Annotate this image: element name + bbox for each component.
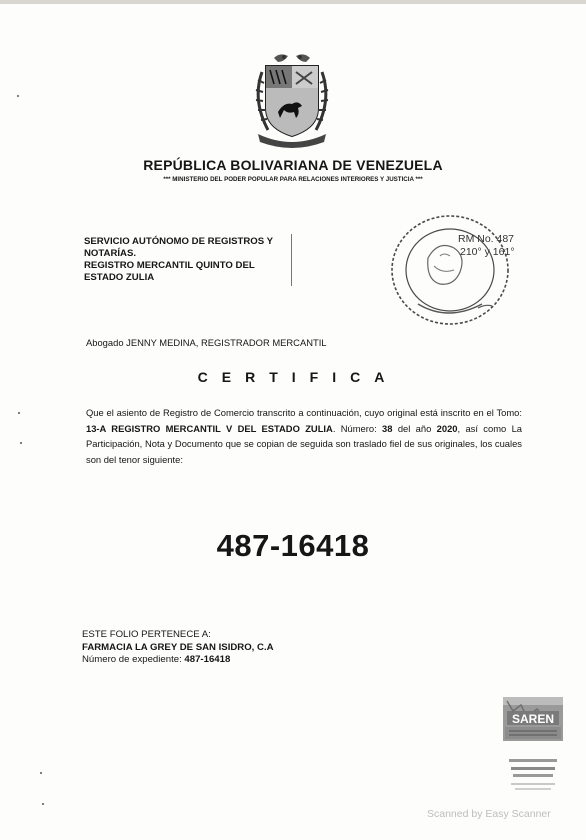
expediente-label: Número de expediente: [82,654,185,665]
folio-footer [82,629,274,667]
expediente-value: 487-16418 [184,654,231,665]
office-block [84,236,284,284]
page-top-edge [0,0,586,4]
office-line: ESTADO ZULIA [84,272,155,283]
scan-speck [20,442,22,444]
office-line: NOTARÍAS. [84,248,137,259]
scan-speck [17,95,19,97]
registrar-line: Abogado JENNY MEDINA, REGISTRADOR MERCANTIL [86,337,327,348]
tomo-value: 13-A REGISTRO MERCANTIL V DEL ESTADO ZULIA [86,422,333,434]
certifica-heading: CERTIFICA [197,369,399,385]
office-line: SERVICIO AUTÓNOMO DE REGISTROS Y [84,236,274,247]
anio-value: 2020 [436,422,458,434]
scan-speck [18,412,20,414]
paragraph-text: , así como La Participación, Nota y Documento que se copian de seguida son traslado fiel de sus originales, los cuales son del tenor siguiente: [86,422,522,465]
company-name: FARMACIA LA GREY DE SAN ISIDRO, C.A [82,641,274,653]
venezuela-coat-of-arms-icon [244,50,340,154]
office-divider [291,234,292,286]
stamp-degrees: 210° y 161° [460,246,515,258]
folio-number: 487-16418 [216,528,370,563]
registry-seal-icon [388,208,524,330]
document-title: REPÚBLICA BOLIVARIANA DE VENEZUELA [143,157,443,173]
saren-logo-icon [503,697,563,795]
paragraph-text: Que el asiento de Registro de Comercio transcrito a continuación, cuyo original está inscrito en el Tomo: [86,407,522,418]
numero-value: 38 [382,422,393,434]
stamp-rm-number: RM No. 487 [458,233,515,245]
ministry-subtitle: *** MINISTERIO DEL PODER POPULAR PARA RELACIONES INTERIORES Y JUSTICIA *** [163,176,423,183]
svg-text:SAREN: SAREN [511,712,555,726]
office-line: REGISTRO MERCANTIL QUINTO DEL [84,260,255,271]
scanner-watermark: Scanned by Easy Scanner [427,808,551,820]
expediente-line [82,654,274,667]
paragraph-text: . Número: [332,422,383,434]
folio-belongs-label: ESTE FOLIO PERTENECE A: [82,629,211,640]
paragraph-text: del año [392,422,437,434]
certification-paragraph [86,405,522,467]
scan-speck [40,772,42,774]
scan-speck [42,803,44,805]
